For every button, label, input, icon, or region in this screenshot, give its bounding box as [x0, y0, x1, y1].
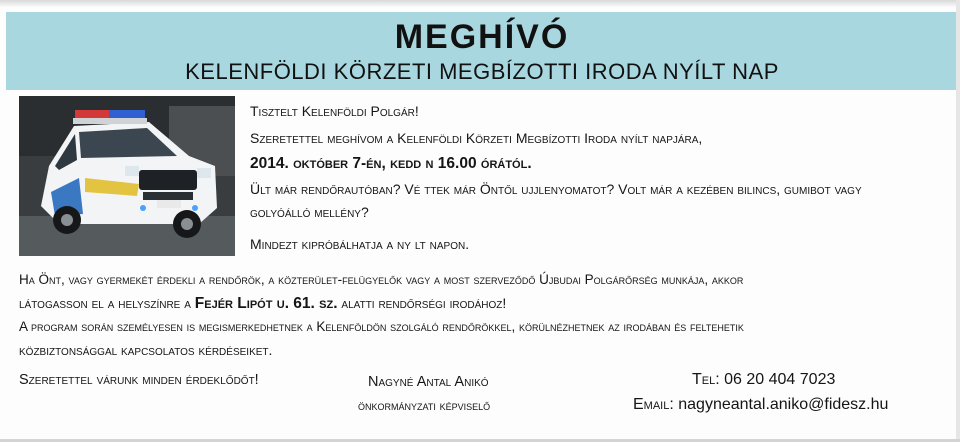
email-address[interactable]: nagyneantal.aniko@fidesz.hu — [678, 396, 889, 413]
signer-name: Nagyné Antal Anikó — [368, 374, 489, 390]
paragraph-1-line-1: Ha Önt, vagy gyermekét érdekli a rendőrök, a közterület-felügyelők vagy a most szerveződő Újbudai Polgárőrség munkája, akkor — [19, 272, 744, 287]
email-contact — [633, 396, 888, 414]
paragraph-2-line-2: közbiztonsággal kapcsolatos kérdéseiket. — [19, 342, 273, 358]
paragraph-2-line-1: A program során személyesen is megismerkedhetnek a Kelenföldön szolgáló rendőrökkel, körülnézhetnek az irodában és feltehetik — [19, 319, 744, 334]
scan-right-edge — [956, 0, 960, 442]
questions-line-2: golyóálló mellény? — [250, 204, 369, 220]
email-label: Email: — [633, 396, 674, 413]
invite-line: Szeretettel meghívom a Kelenföldi Körzeti Megbízotti Iroda nyílt napjára, — [250, 130, 703, 146]
page-subtitle: KELENFÖLDI KÖRZETI MEGBÍZOTTI IRODA NYÍLT NAP — [185, 59, 779, 84]
paragraph-1-line-2 — [19, 295, 506, 313]
greeting: Tisztelt Kelenföldi Polgár! — [250, 103, 419, 119]
questions-line-1: Ült már rendőrautóban? Vé ttek már Öntől ujjlenyomatot? Volt már a kezében bilincs, gumibot vagy — [250, 181, 862, 197]
event-date: 2014. október 7-én, kedd n 16.00 órától. — [250, 155, 532, 172]
page-title: MEGHÍVÓ — [394, 18, 570, 56]
header-band — [6, 12, 958, 90]
paragraph-1-line-2-pre: látogasson el a helyszínre a — [19, 295, 195, 311]
scan-top-edge — [0, 0, 960, 8]
event-address: Fejér Lipót u. 61. sz. — [194, 295, 338, 312]
phone-contact — [692, 371, 835, 389]
phone-label: Tel: — [692, 371, 720, 388]
signer-role: önkormányzati képviselő — [358, 398, 491, 413]
phone-number: 06 20 404 7023 — [724, 371, 836, 388]
welcome-text: Szeretettel várunk minden érdeklődőt! — [19, 372, 259, 388]
paragraph-1-line-2-post: alatti rendőrségi irodához! — [337, 295, 507, 311]
police-car-photo — [19, 96, 235, 256]
try-line: Mindezt kipróbálhatja a ny lt napon. — [250, 236, 470, 252]
